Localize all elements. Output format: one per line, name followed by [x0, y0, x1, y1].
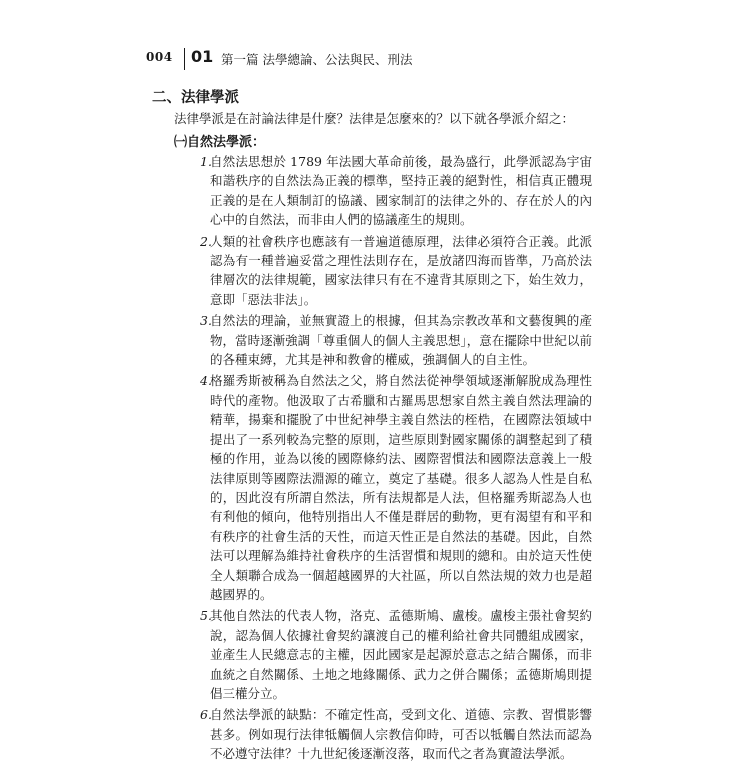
list-item	[200, 311, 592, 369]
list-item	[200, 705, 592, 763]
item-number: 2.	[200, 233, 212, 249]
item-text: 自然法學派的缺點：不確定性高，受到文化、道德、宗教、習慣影響甚多。例如現行法律牴觸個人宗教信仰時，可否以牴觸自然法而認為不必遵守法律？十九世紀後逐漸沒落，取而代之者為實證法學派。	[210, 707, 592, 762]
section-heading: 二、法律學派	[152, 90, 239, 106]
item-text: 格羅秀斯被稱為自然法之父，將自然法從神學領域逐漸解脫成為理性時代的產物。他汲取了古希臘和古羅馬思想家自然主義自然法理論的精華，揚棄和擺脫了中世紀神學主義自然法的桎梏，在國際法領域中提出了一系列較為完整的原則，這些原則對國家關係的調整起到了積極的作用，並為以後的國際條約法、國際習慣法和國際法意義上一般法律原則等國際法淵源的確立，奠定了基礎。很多人認為人性是自私的，因此沒有所謂自然法，所有法規都是人法，但格羅秀斯認為人也有利他的傾向，他特別指出人不僅是群居的動物，更有渴望有和平和有秩序的社會生活的天性，而這天性正是自然法的基礎。因此，自然法可以理解為維持社會秩序的生活習慣和規則的總和。由於這天性使全人類聯合成為一個超越國界的大社區，所以自然法規的效力也是超越國界的。	[210, 373, 592, 602]
subsection-heading: ㈠自然法學派：	[174, 135, 266, 150]
item-text: 人類的社會秩序也應該有一普遍道德原理，法律必須符合正義。此派認為有一種普遍妥當之理性法則存在，是放諸四海而皆準，乃高於法律層次的法律規範，國家法律只有在不違背其原則之下，始生效力，意即「惡法非法」。	[210, 233, 592, 307]
item-text: 其他自然法的代表人物，洛克、孟德斯鳩、盧梭。盧梭主張社會契約說，認為個人依據社會契約讓渡自己的權利給社會共同體組成國家，並產生人民總意志的主權，因此國家是起源於意志之結合關係，而非血統之自然關係、土地之地緣關係、武力之併合關係；孟德斯鳩則提倡三權分立。	[210, 608, 592, 701]
item-text: 自然法思想於 1789 年法國大革命前後，最為盛行，此學派認為宇宙和諧秩序的自然法為正義的標準，堅持正義的絕對性，相信真正體現正義的是在人類制訂的協議、國家制訂的法律之外的、存在於人的內心中的自然法，而非由人們的協議產生的規則。	[210, 154, 592, 228]
item-number: 6.	[200, 707, 212, 723]
page-body	[152, 86, 592, 766]
numbered-list	[200, 152, 592, 764]
item-text: 自然法的理論，並無實證上的根據，但其為宗教改革和文藝復興的產物，當時逐漸強調「尊重個人的個人主義思想」，意在擺除中世紀以前的各種束縛，尤其是神和教會的權威，強調個人的自主性。	[210, 313, 592, 368]
item-number: 1.	[200, 154, 212, 169]
header-divider	[184, 48, 185, 70]
chapter-number: 01	[191, 47, 214, 66]
chapter-title: 第一篇 法學總論、公法與民、刑法	[221, 52, 413, 67]
item-number: 4.	[200, 373, 212, 389]
section-intro: 法律學派是在討論法律是什麼？法律是怎麼來的？以下就各學派介紹之：	[174, 111, 575, 126]
item-number: 3.	[200, 313, 212, 329]
list-item	[200, 152, 592, 230]
list-item	[200, 232, 592, 310]
running-header	[146, 48, 606, 72]
list-item	[200, 606, 592, 703]
item-number: 5.	[200, 608, 212, 624]
page-number: 004	[146, 50, 173, 64]
list-item	[200, 371, 592, 604]
